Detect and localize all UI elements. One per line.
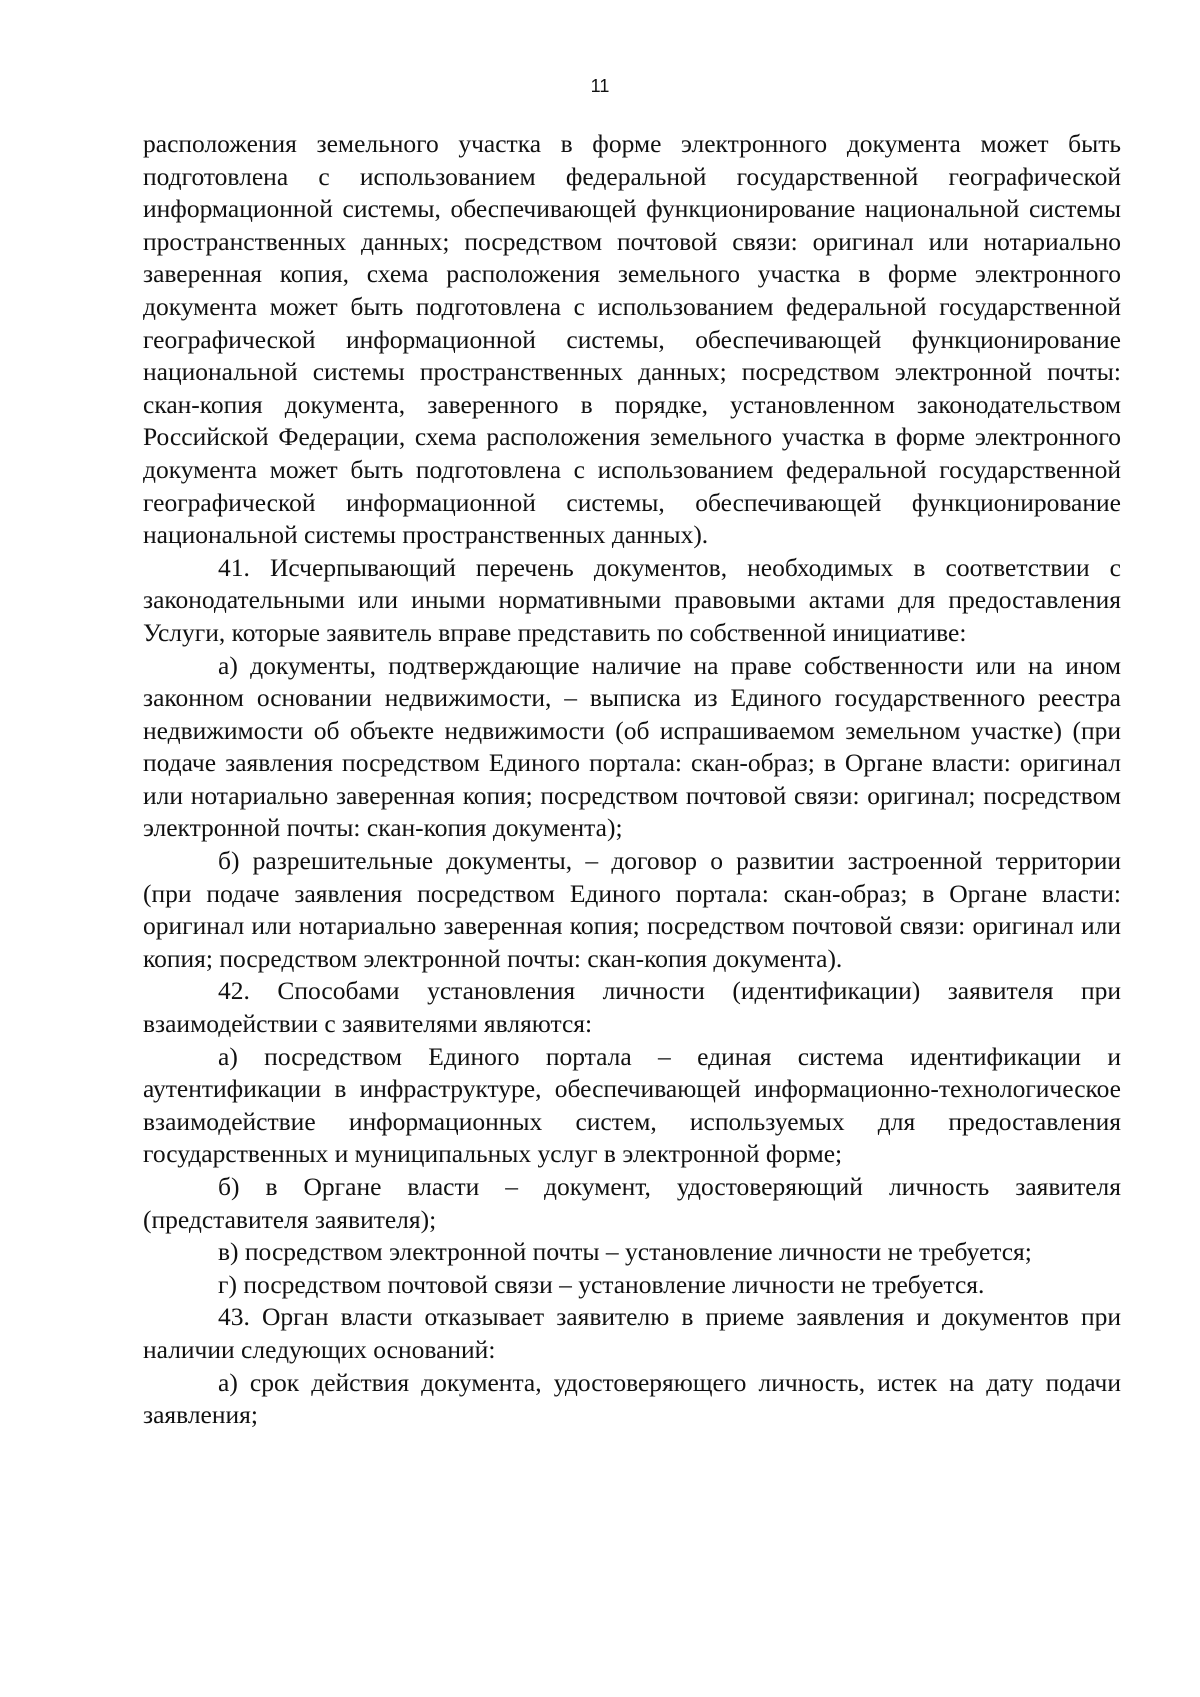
paragraph-42-a: а) посредством Единого портала – единая система идентификации и аутентификации в инфраструктуре, обеспечивающей информационно-технологическое взаимодействие информационных систем, используемых для предоставления государственных и муниципальных услуг в электронной форме; bbox=[143, 1041, 1121, 1169]
paragraph-41: 41. Исчерпывающий перечень документов, необходимых в соответствии с законодательными или иными нормативными правовыми актами для предоставления Услуги, которые заявитель вправе представить по собственной инициативе: bbox=[143, 552, 1121, 647]
paragraph-42-v: в) посредством электронной почты – установление личности не требуется; bbox=[218, 1237, 1032, 1267]
page-number: 11 bbox=[590, 76, 610, 96]
paragraph-continuation: расположения земельного участка в форме электронного документа может быть подготовлена с использованием федеральной государственной географической информационной системы, обеспечивающей функционирование национальной системы пространственных данных; посредством почтовой связи: оригинал или нотариально заверенная копия, схема расположения земельного участка в форме электронного документа может быть подготовлена с использованием федеральной государственной географической информационной системы, обеспечивающей функционирование национальной системы пространственных данных; посредством электронной почты: скан-копия документа, заверенного в порядке, установленном законодательством Российской Федерации, схема расположения земельного участка в форме электронного документа может быть подготовлена с использованием федеральной государственной географической информационной системы, обеспечивающей функционирование национальной системы пространственных данных). bbox=[143, 129, 1121, 550]
paragraph-43: 43. Орган власти отказывает заявителю в приеме заявления и документов при наличии следующих оснований: bbox=[143, 1302, 1121, 1364]
paragraph-41-b: б) разрешительные документы, – договор о развитии застроенной территории (при подаче заявления посредством Единого портала: скан-образ; в Органе власти: оригинал или нотариально заверенная копия; посредством почтовой связи: оригинал или копия; посредством электронной почты: скан-копия документа). bbox=[143, 846, 1121, 973]
paragraph-43-a: а) срок действия документа, удостоверяющего личность, истек на дату подачи заявления; bbox=[143, 1367, 1121, 1430]
paragraph-42: 42. Способами установления личности (идентификации) заявителя при взаимодействии с заявителями являются: bbox=[143, 976, 1121, 1039]
paragraph-42-b: б) в Органе власти – документ, удостоверяющий личность заявителя (представителя заявителя); bbox=[143, 1172, 1121, 1234]
document-body bbox=[143, 128, 1121, 1432]
paragraph-42-g: г) посредством почтовой связи – установление личности не требуется. bbox=[218, 1269, 985, 1299]
paragraph-41-a: а) документы, подтверждающие наличие на праве собственности или на ином законном основании недвижимости, – выписка из Единого государственного реестра недвижимости об объекте недвижимости (об испрашиваемом земельном участке) (при подаче заявления посредством Единого портала: скан-образ; в Органе власти: оригинал или нотариально заверенная копия; посредством почтовой связи: оригинал; посредством электронной почты: скан-копия документа); bbox=[143, 650, 1121, 843]
